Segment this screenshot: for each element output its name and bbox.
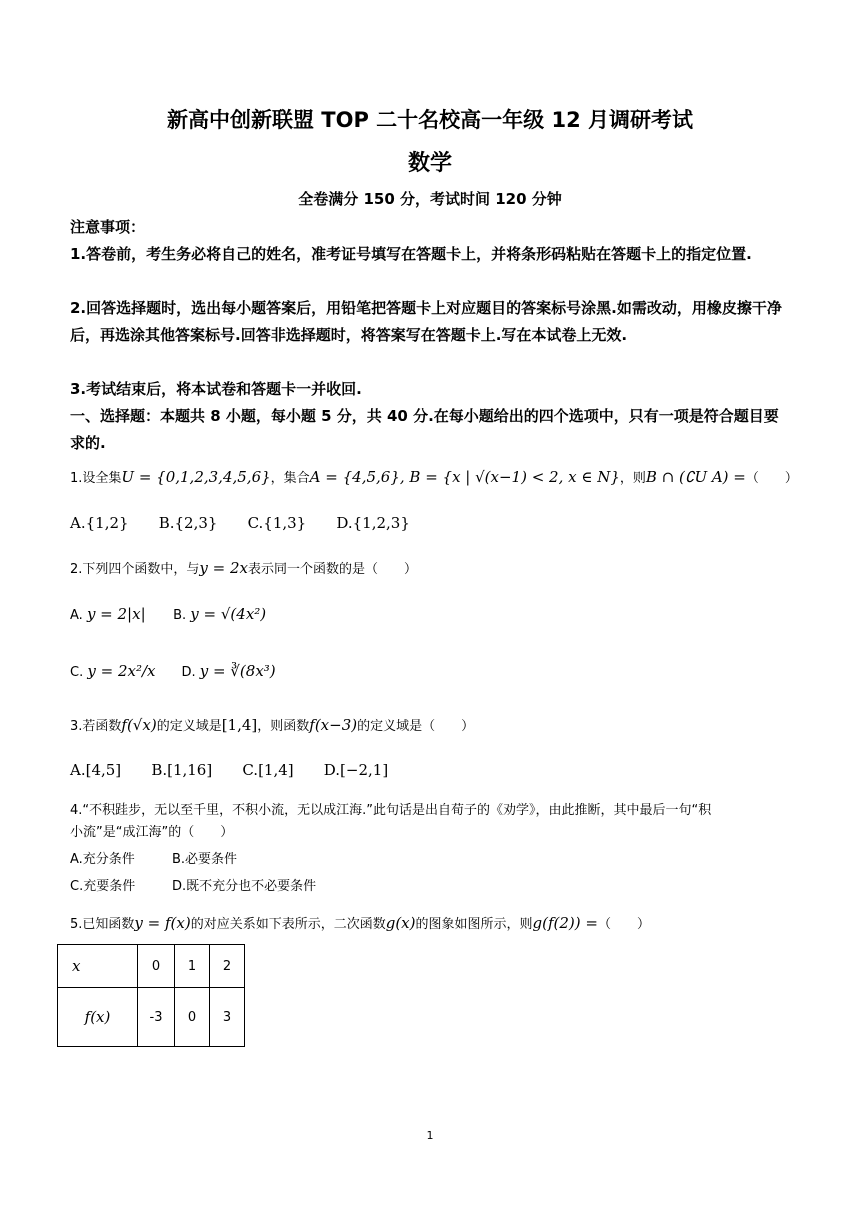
- q4-option-d: D.既不充分也不必要条件: [172, 879, 317, 894]
- q2-option-c-label: C.: [70, 665, 84, 680]
- q1-option-c: C.{1,3}: [247, 514, 307, 532]
- q1-mid: ，集合: [270, 471, 310, 486]
- q2-option-b: y = √(4x²): [190, 605, 267, 623]
- table-cell: -3: [138, 988, 175, 1047]
- note-item-2: 2.回答选择题时，选出每小题答案后，用铅笔把答题卡上对应题目的答案标号涂黑.如需改动，用橡皮擦干净后，再选涂其他答案标号.回答非选择题时，将答案写在答题卡上.写在本试卷上无效.: [70, 299, 782, 344]
- q2-options-cd: [70, 660, 810, 684]
- table-cell: 1: [175, 945, 210, 988]
- q5-mid2: 的图象如图所示，则: [415, 917, 533, 932]
- q1-ask: B ∩ (∁U A) =: [645, 468, 746, 486]
- q2-option-d-label: D.: [181, 665, 196, 680]
- page-number: 1: [426, 1129, 434, 1142]
- q2-option-a: y = 2|x|: [86, 605, 146, 623]
- q4-options-cd: [70, 876, 810, 898]
- q5-paren: （ ）: [597, 917, 650, 932]
- q1-sets: A = {4,5,6}, B = {x | √(x−1) < 2, x ∈ N}: [309, 468, 620, 486]
- q4-option-b: B.必要条件: [172, 852, 238, 867]
- q1-option-a: A.{1,2}: [70, 514, 129, 532]
- q3-option-c: C.[1,4]: [242, 761, 294, 779]
- subject-title: 数学: [407, 151, 452, 176]
- question-2: [70, 557, 810, 581]
- note-item-3: 3.考试结束后，将本试卷和答题卡一并收回.: [70, 380, 362, 398]
- table-row: [58, 945, 245, 988]
- question-3: [70, 714, 810, 738]
- q4-options-ab: [70, 849, 810, 871]
- q1-option-b: B.{2,3}: [158, 514, 218, 532]
- q3-option-d: D.[−2,1]: [323, 761, 389, 779]
- question-5: [70, 912, 810, 936]
- q1-paren: （ ）: [745, 471, 798, 486]
- q5-prefix: 5.已知函数: [70, 917, 135, 932]
- q5-g-expr: g(x): [385, 914, 416, 932]
- function-table: [57, 944, 245, 1047]
- question-4-line-1: 4.“不积跬步，无以至千里，不积小流，无以成江海.”此句话是出自荀子的《劝学》，由此推断，其中最后一句“积: [70, 803, 712, 818]
- q1-universal-set: U = {0,1,2,3,4,5,6}: [121, 468, 271, 486]
- q2-option-d: y = ∛(8x³): [199, 662, 276, 680]
- q3-prefix: 3.若函数: [70, 719, 122, 734]
- section-1-heading: 一、选择题：本题共 8 小题，每小题 5 分，共 40 分.在每小题给出的四个选项中，只有一项是符合题目要求的.: [70, 407, 779, 452]
- q1-mid2: ，则: [619, 471, 646, 486]
- q4-option-c: C.充要条件: [70, 879, 136, 894]
- q3-mid: 的定义域是: [156, 719, 222, 734]
- q2-option-c: y = 2x²/x: [87, 662, 156, 680]
- table-cell: 0: [175, 988, 210, 1047]
- q3-mid2: ，则函数: [257, 719, 310, 734]
- table-header-x: x: [58, 945, 138, 988]
- q3-option-a: A.[4,5]: [70, 761, 122, 779]
- q1-options: [70, 512, 810, 536]
- table-cell: 3: [210, 988, 245, 1047]
- q2-options-ab: [70, 603, 810, 627]
- table-cell: 2: [210, 945, 245, 988]
- q5-f-expr: y = f(x): [134, 914, 191, 932]
- question-1: [70, 466, 810, 490]
- q2-option-a-label: A.: [70, 608, 83, 623]
- q5-mid: 的对应关系如下表所示，二次函数: [190, 917, 386, 932]
- q3-option-b: B.[1,16]: [151, 761, 213, 779]
- q3-g-expr: f(x−3): [309, 716, 358, 734]
- q3-domain: [1,4]: [221, 716, 258, 734]
- q1-option-d: D.{1,2,3}: [336, 514, 410, 532]
- q3-options: [70, 759, 810, 783]
- note-item-1: 1.答卷前，考生务必将自己的姓名，准考证号填写在答题卡上，并将条形码粘贴在答题卡上的指定位置.: [70, 245, 752, 263]
- q2-prefix: 2.下列四个函数中，与: [70, 562, 200, 577]
- table-cell: 0: [138, 945, 175, 988]
- exam-info: 全卷满分 150 分，考试时间 120 分钟: [298, 190, 562, 208]
- q3-f-expr: f(√x): [121, 716, 157, 734]
- q5-ask: g(f(2)) =: [532, 914, 598, 932]
- q2-suffix: 表示同一个函数的是（ ）: [248, 562, 418, 577]
- q1-prefix: 1.设全集: [70, 471, 122, 486]
- q3-suffix: 的定义域是（ ）: [357, 719, 475, 734]
- notes-heading: 注意事项：: [70, 218, 146, 236]
- question-4-line-2: 小流”是“成江海”的（ ）: [70, 825, 234, 840]
- table-header-fx: f(x): [58, 988, 138, 1047]
- table-row: [58, 988, 245, 1047]
- q2-option-b-label: B.: [173, 608, 187, 623]
- exam-title: 新高中创新联盟 TOP 二十名校高一年级 12 月调研考试: [166, 108, 694, 132]
- q2-expr: y = 2x: [199, 559, 248, 577]
- q4-option-a: A.充分条件: [70, 852, 135, 867]
